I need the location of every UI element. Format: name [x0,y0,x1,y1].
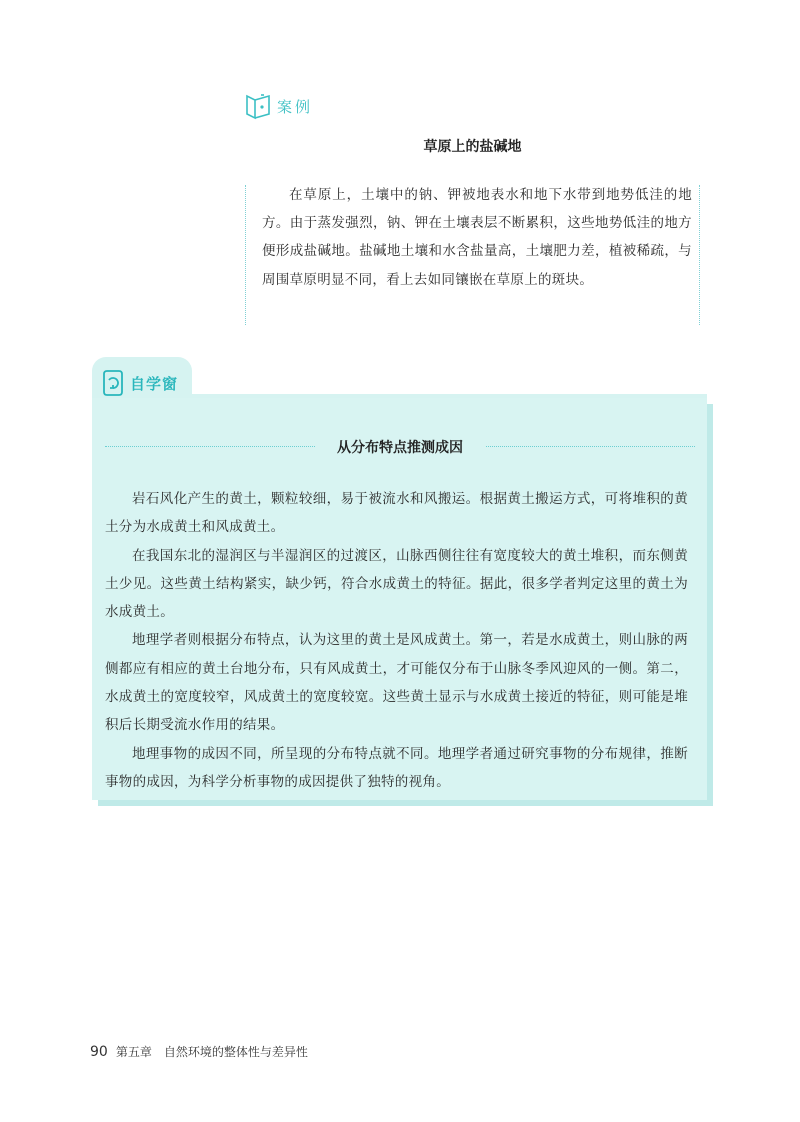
self-study-header [100,368,178,398]
chapter-title: 第五章 自然环境的整体性与差异性 [115,1045,308,1059]
page-number: 90 [90,1044,108,1060]
paragraph: 地理学者则根据分布特点，认为这里的黄土是风成黄土。第一，若是水成黄土，则山脉的两侧都应有相应的黄土台地分布，只有风成黄土，才可能仅分布于山脉冬季风迎风的一侧。第二，水成黄土的宽度较窄，风成黄土的宽度较宽。这些黄土显示与水成黄土接近的特征，则可能是堆积后长期受流水作用的结果。 [105,632,688,734]
paragraph: 岩石风化产生的黄土，颗粒较细，易于被流水和风搬运。根据黄土搬运方式，可将堆积的黄土分为水成黄土和风成黄土。 [105,491,688,536]
case-body-text: 在草原上，土壤中的钠、钾被地表水和地下水带到地势低洼的地方。由于蒸发强烈，钠、钾在土壤表层不断累积，这些地势低洼的地方便形成盐碱地。盐碱地土壤和水含盐量高，土壤肥力差，植被稀疏，与周围草原明显不同，看上去如同镶嵌在草原上的斑块。 [262,187,692,288]
case-header [245,92,313,120]
paragraph: 地理事物的成因不同，所呈现的分布特点就不同。地理学者通过研究事物的分布规律，推断事物的成因，为科学分析事物的成因提供了独特的视角。 [105,745,688,790]
self-study-icon [100,368,126,398]
paragraph: 在我国东北的湿润区与半湿润区的过渡区，山脉西侧往往有宽度较大的黄土堆积，而东侧黄土少见。这些黄土结构紧实，缺少钙，符合水成黄土的特征。据此，很多学者判定这里的黄土为水成黄土。 [105,547,688,621]
self-study-title: 从分布特点推测成因 [315,437,485,457]
self-study-label: 自学窗 [130,374,179,393]
open-book-icon [245,92,271,120]
page-footer [90,1043,308,1060]
case-label: 案例 [277,97,314,116]
case-title: 草原上的盐碱地 [423,139,522,155]
self-study-body [105,485,688,796]
